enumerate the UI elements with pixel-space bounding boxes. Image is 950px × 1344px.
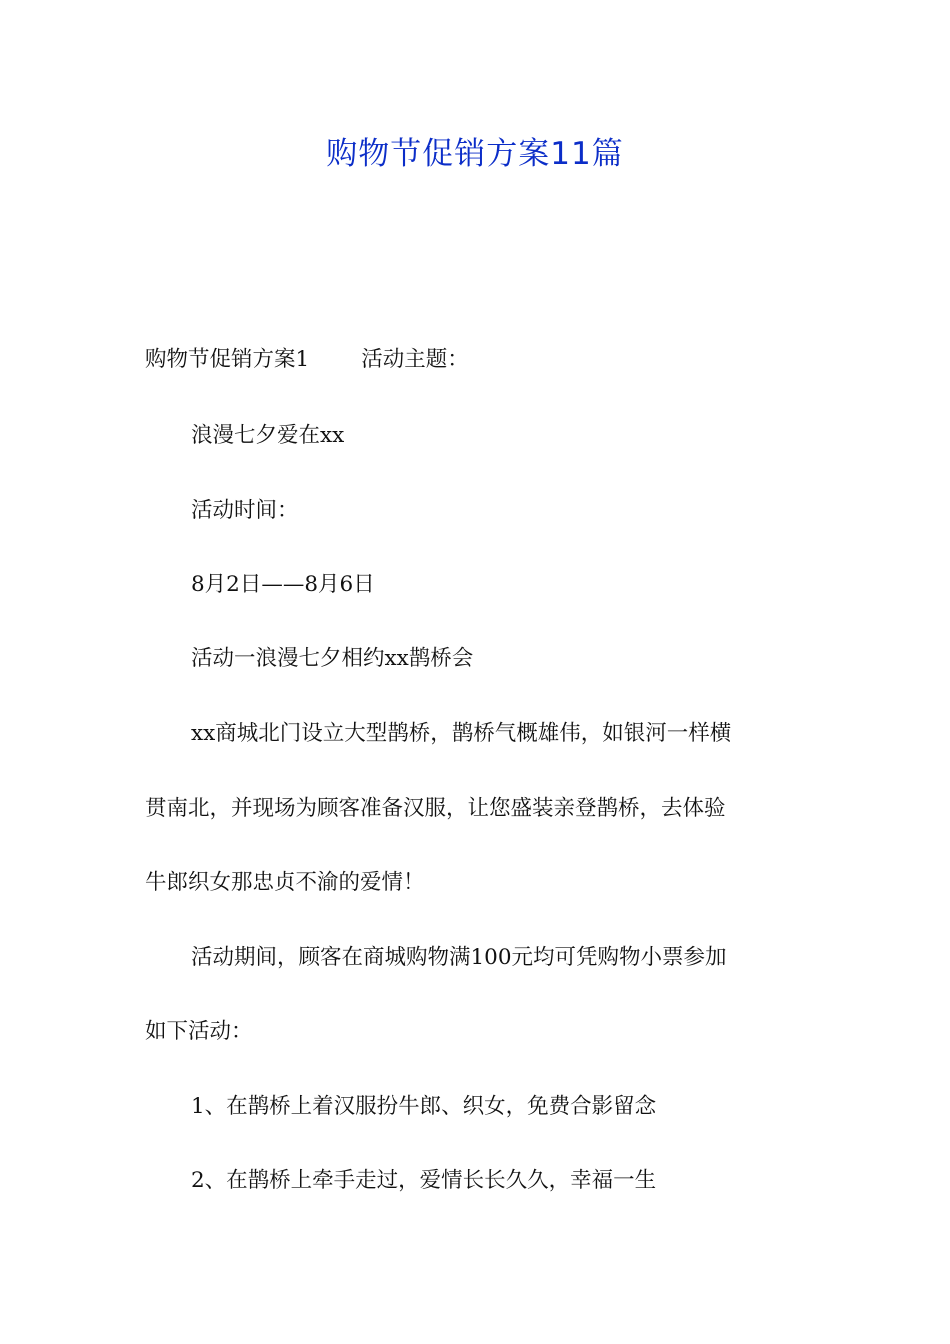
paragraph-two-line-2: 如下活动：	[145, 1019, 253, 1044]
paragraph-two-line-1: 活动期间，顾客在商城购物满100元均可凭购物小票参加	[191, 945, 727, 970]
section-heading-line	[145, 343, 810, 377]
document-title: 购物节促销方案11篇	[326, 136, 624, 172]
section-heading: 购物节促销方案1	[145, 347, 310, 372]
activity-one-title: 活动一浪漫七夕相约xx鹊桥会	[191, 646, 474, 671]
time-value: 8月2日——8月6日	[191, 572, 375, 597]
paragraph-one-line-1: xx商城北门设立大型鹊桥，鹊桥气概雄伟，如银河一样横	[191, 721, 732, 746]
list-item-2: 2、在鹊桥上牵手走过，爱情长长久久，幸福一生	[191, 1168, 657, 1193]
paragraph-one-line-2: 贯南北，并现场为顾客准备汉服，让您盛装亲登鹊桥，去体验	[145, 796, 726, 821]
paragraph-one-line-3: 牛郎织女那忠贞不渝的爱情！	[145, 870, 425, 895]
time-label: 活动时间：	[191, 498, 299, 523]
theme-value: 浪漫七夕爱在xx	[191, 423, 345, 448]
theme-label: 活动主题：	[361, 347, 469, 372]
list-item-1: 1、在鹊桥上着汉服扮牛郎、织女，免费合影留念	[191, 1094, 657, 1119]
